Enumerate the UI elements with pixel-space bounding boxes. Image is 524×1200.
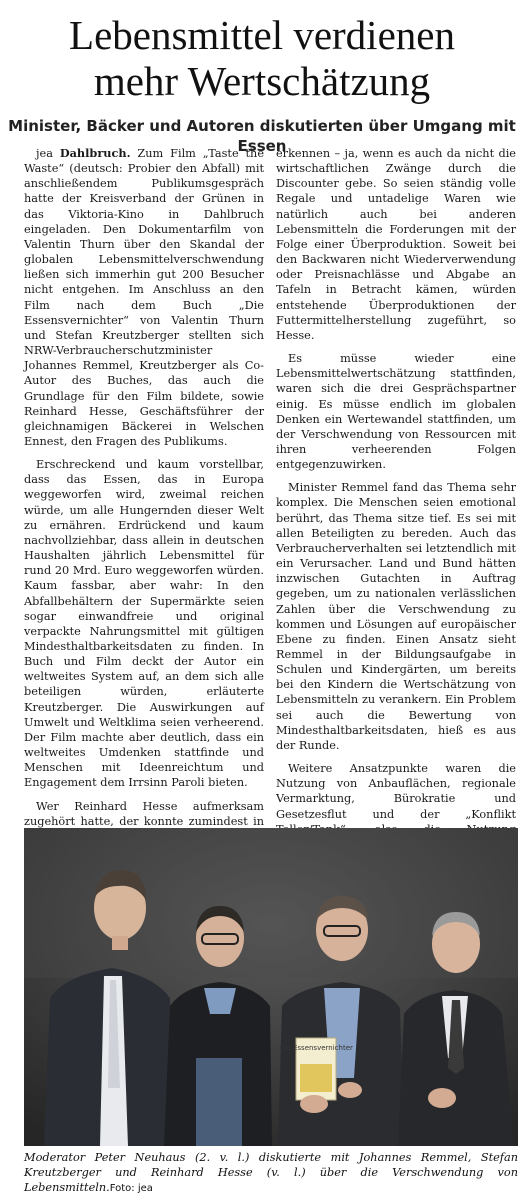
photo-caption	[24, 1150, 518, 1196]
paragraph-text: Zum Film „Taste the Waste“ (deutsch: Probier den Abfall) mit anschließendem Publikumsgespräch hatte der Kreisverband der Grünen in das Viktoria-Kino in Dahlbruch eingeladen. Den Dokumentarfilm von Valentin Thurn über den Skandal der globalen Lebensmittelverschwendung ließen sich immerhin gut 200 Besucher nicht entgehen. Im Anschluss an den Film nach dem Buch „Die Essensvernichter“ von Valentin Thurn und Stefan Kreutzberger stellten sich NRW-Verbraucherschutzminister Johannes Remmel, Kreutzberger als Co-Autor des Buches, das auch die Grundlage für den Film bildete, sowie Reinhard Hesse, Geschäftsführer der gleichnamigen Bäckerei in Welschen Ennest, den Fragen des Publikums.	[24, 147, 264, 448]
paragraph: Minister Remmel fand das Thema sehr komplex. Die Menschen seien emotional berührt, das Thema sitze tief. Es sei mit allen Beteiligten zu bereden. Auch das Verbraucherverhalten sei letztendlich mit ein Verursacher. Land und Bund hätten inzwischen Gutachten in Auftrag gegeben, um zu nationalen verlässlichen Zahlen über die Verschwendung zu kommen und Lösungen auf europäischer Ebene zu finden. Einen Ansatz sieht Remmel in der Bildungsaufgabe in Schulen und Kindergärten, um bereits bei den Kindern die Wertschätzung von Lebensmitteln zu verankern. Ein Problem sei auch die Bewertung von Mindesthaltbarkeitsdaten, hieß es aus der Runde.	[276, 481, 516, 752]
paragraph: Es müsse wieder eine Lebensmittelwertschätzung stattfinden, waren sich die drei Gesprächspartner einig. Es müsse endlich im globalen Denken ein Wertewandel stattfinden, um der Verschwendung von Ressourcen mit ihren verheerenden Folgen entgegenzuwirken.	[276, 352, 516, 472]
book-title: Die Essensvernichter	[279, 1044, 353, 1052]
article-subheadline: Minister, Bäcker und Autoren diskutierten über Umgang mit Essen	[8, 117, 516, 155]
photo-credit: Foto: jea	[109, 1183, 153, 1194]
paragraph: Wer Reinhard Hesse aufmerksam zugehört hatte, der konnte zumindest in	[24, 799, 264, 828]
paragraph: erkennen – ja, wenn es auch da nicht die wirtschaftlichen Zwänge durch die Discounter gebe. So seien ständig volle Regale und untadelige Waren wie natürlich auch bei anderen Lebensmitteln die Forderungen mit der Folge einer Überproduktion. Soweit bei den Backwaren nicht Wiederverwendung oder Preisnachlässe und Abgabe an Tafeln in Betracht kämen, würden entstehende Überproduktionen der Futtermittelherstellung zugeführt, so Hesse.	[276, 147, 516, 342]
article-column-left	[24, 146, 264, 844]
caption-text: Moderator Peter Neuhaus (2. v. l.) diskutierte mit Johannes Remmel, Stefan Kreutzberger und Reinhard Hesse (v. l.) über die Verschwendung von Lebensmitteln.	[24, 1151, 518, 1194]
dateline-place: Dahlbruch.	[59, 146, 131, 160]
article-column-right	[276, 146, 516, 867]
paragraph: Erschreckend und kaum vorstellbar, dass das Essen, das in Europa weggeworfen wird, zweimal reichen würde, um alle Hungernden dieser Welt zu ernähren. Erdrückend und kaum nachvollziehbar, dass allein in deutschen Haushalten jährlich Lebensmittel für rund 20 Mrd. Euro weggeworfen würden. Kaum fassbar, aber wahr: In den Abfallbehältern der Supermärkte seien sogar einwandfreie und original verpackte Nahrungsmittel mit gültigen Mindesthaltbarkeitsdaten zu finden. In Buch und Film deckt der Autor ein weltweites System auf, an dem sich alle beteiligen würden, erläuterte Kreutzberger. Die Auswirkungen auf Umwelt und Weltklima seien verheerend. Der Film machte aber deutlich, dass ein weltweites Umdenken stattfinde und Menschen mit Ideenreichtum und Engagement dem Irrsinn Paroli bieten.	[24, 458, 264, 790]
paragraph: Weitere Ansatzpunkte waren die Nutzung von Anbauflächen, regionale Vermarktung, Bürokratie und Gesetzesflut und der „Konflikt	[276, 762, 516, 821]
dateline-author: jea	[36, 147, 53, 160]
headline-line-1: Lebensmittel verdienen	[69, 12, 455, 58]
article-headline	[0, 12, 524, 104]
article-photo	[24, 828, 518, 1146]
photo-illustration	[24, 828, 518, 1146]
headline-line-2: mehr Wertschätzung	[93, 58, 431, 104]
paragraph	[24, 146, 264, 449]
